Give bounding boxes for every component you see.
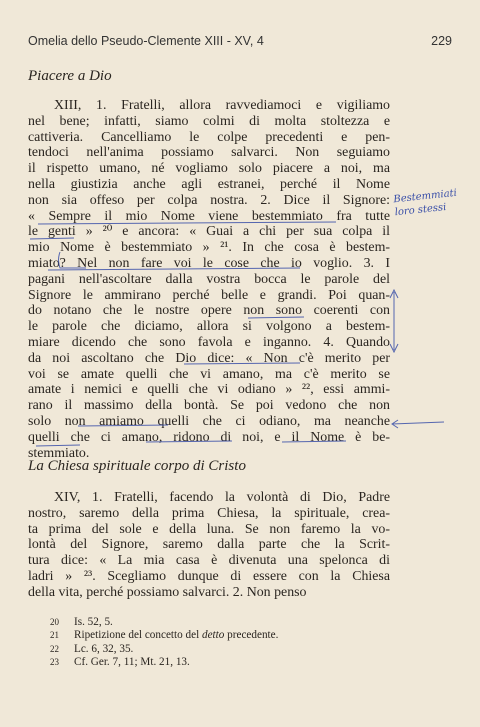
- double-arrow-mark: [390, 290, 398, 352]
- text-line: ta prima del sole e della luna. Se non faremo la vo-: [28, 521, 390, 537]
- text-line: da noi ascoltano che Dio dice: « Non c'è merito per: [28, 350, 390, 366]
- text-line: quelli che ci amano, ridono di noi, e il Nome è be-: [28, 429, 390, 445]
- footnote: [50, 643, 278, 656]
- text-line: tura dice: « La mia casa è divenuta una spelonca di: [28, 553, 390, 569]
- text-line: miare dicendo che sono favola e inganno. 4. Quando: [28, 334, 390, 350]
- handwritten-line: Bestemmiati: [392, 187, 458, 206]
- text-line: nel bene; infatti, siamo colmi di molta stoltezza e: [28, 113, 390, 129]
- section-title-2: La Chiesa spirituale corpo di Cristo: [28, 458, 246, 474]
- text-line: nostro, saremo della prima Chiesa, la spirituale, crea-: [28, 505, 390, 521]
- section-title-1: Piacere a Dio: [28, 68, 112, 84]
- text-line: le genti » ²⁰ e ancora: « Guai a chi per sua colpa il: [28, 224, 390, 240]
- arrow-mark: [392, 420, 444, 428]
- text-line: lontà del Signore, saremo dalla parte che la Scrit-: [28, 537, 390, 553]
- text-line: XIV, 1. Fratelli, facendo la volontà di Dio, Padre: [54, 490, 390, 505]
- running-title: Omelia dello Pseudo-Clemente XIII - XV, 4: [28, 34, 264, 48]
- text-line: mio Nome è bestemmiato » ²¹. In che cosa è bestem-: [28, 240, 390, 256]
- footnote-number: 22: [50, 643, 59, 654]
- text-line: do notano che le nostre opere non sono coerenti con: [28, 303, 390, 319]
- handwritten-line: loro stessi: [394, 201, 447, 219]
- text-line: tendoci nell'anima possiamo salvarci. Non seguiamo: [28, 145, 390, 161]
- text-line: Signore le ammirano perché belle e grandi. Poi quan-: [28, 287, 390, 303]
- handwritten-margin-note: [393, 187, 459, 220]
- footnote-text: Lc. 6, 32, 35.: [74, 642, 134, 655]
- section-body-2: [28, 490, 390, 601]
- footnote-text: Ripetizione del concetto del: [74, 629, 202, 642]
- text-line: voi se amate quelli che vi amano, ma c'è merito se: [28, 366, 390, 382]
- footnote-text: Is. 52, 5.: [74, 616, 113, 628]
- text-line: amate i nemici e quelli che vi odiano » ²², essi ammi-: [28, 382, 390, 398]
- text-line: pagani nell'ascoltare dalla vostra bocca le parole del: [28, 271, 390, 287]
- text-line: ladri » ²³. Scegliamo dunque di essere con la Chiesa: [28, 568, 390, 584]
- section-body-1: [28, 98, 390, 461]
- footnote-number: 21: [50, 630, 59, 641]
- text-line: « Sempre il mio Nome viene bestemmiato fra tutte: [28, 208, 390, 224]
- text-line: solo non amiamo quelli che ci odiano, ma neanche: [28, 413, 390, 429]
- text-line: della vita, perché possiamo salvarci. 2. Non penso: [28, 584, 307, 600]
- page-number: 229: [431, 34, 452, 48]
- footnote-text: detto: [202, 629, 225, 642]
- footnote-number: 23: [50, 657, 59, 668]
- footnote: [50, 616, 278, 629]
- text-line: stemmiato.: [28, 445, 90, 461]
- text-line: XIII, 1. Fratelli, allora ravvediamoci e vigiliamo: [54, 98, 390, 113]
- text-line: miato? Nel non fare voi le cose che io voglio. 3. I: [28, 255, 390, 271]
- text-line: nella giustizia anche agli estranei, perché il Nome: [28, 176, 390, 192]
- footnote: [50, 629, 278, 642]
- text-line: cattiveria. Cancelliamo le colpe precedenti e pen-: [28, 129, 390, 145]
- footnote-number: 20: [50, 617, 59, 627]
- text-line: il rispetto umano, né vogliamo solo piacere a noi, ma: [28, 161, 390, 177]
- text-line: non sia offeso per colpa nostra. 2. Dice il Signore:: [28, 192, 390, 208]
- footnotes: [50, 616, 278, 670]
- footnote-text: precedente.: [224, 629, 279, 642]
- text-line: rano il massimo della bontà. Se poi vedono che non: [28, 398, 390, 414]
- footnote: [50, 656, 278, 669]
- footnote-text: Cf. Ger. 7, 11; Mt. 21, 13.: [74, 656, 190, 669]
- text-line: le parole che diciamo, allora si volgono a bestem-: [28, 319, 390, 335]
